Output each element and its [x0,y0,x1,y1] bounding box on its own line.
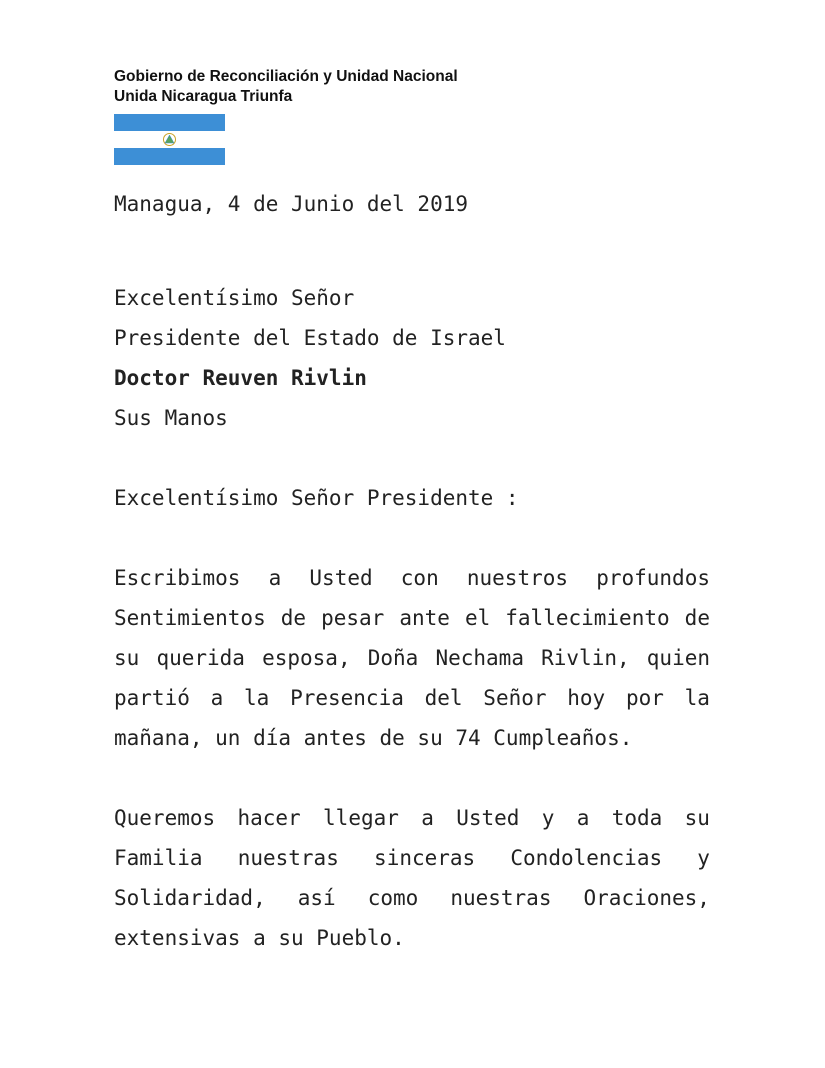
word: del [424,686,463,710]
nicaragua-flag-icon [114,114,225,165]
word: llegar [323,806,399,830]
word: Usted [309,566,373,590]
word: fallecimiento [505,606,670,630]
word: Presencia [290,686,404,710]
recipient-address [114,278,710,438]
recipient-title: Presidente del Estado de Israel [114,326,506,350]
paragraph-line: extensivas a su Pueblo. [114,926,405,950]
word: Oraciones, [583,886,710,910]
word: su [114,646,140,670]
word: de [280,606,307,630]
paragraph-line [114,638,710,678]
letter-salutation: Excelentísimo Señor Presidente : [114,486,519,510]
letter-date: Managua, 4 de Junio del 2019 [114,192,469,216]
word: con [400,566,439,590]
word: Rivlin, [541,646,630,670]
paragraph-line [114,838,710,878]
letterhead [114,67,458,107]
word: a [268,566,282,590]
word: Usted [456,806,520,830]
word: de [684,606,710,630]
word: a [210,686,224,710]
word: por [625,686,664,710]
word: a [421,806,434,830]
letterhead-government-name: Gobierno de Reconciliación y Unidad Nacional [114,68,458,85]
word: Familia [114,846,203,870]
word: Señor [483,686,547,710]
recipient-name: Doctor Reuven Rivlin [114,366,367,390]
word: hacer [237,806,301,830]
word: como [367,886,419,910]
word: nuestras [450,886,552,910]
paragraph-line [114,878,710,918]
paragraph-line [114,598,710,638]
body-paragraph-solidarity [114,798,710,958]
paragraph-line: mañana, un día antes de su 74 Cumpleaños. [114,726,633,750]
word: así [297,886,336,910]
word: Solidaridad, [114,886,266,910]
word: profundos [596,566,710,590]
body-paragraph-condolence [114,558,710,758]
word: Escribimos [114,566,241,590]
recipient-delivery-note: Sus Manos [114,406,228,430]
word: y [541,806,555,830]
word: Queremos [114,806,216,830]
paragraph-line [114,558,710,598]
recipient-honorific: Excelentísimo Señor [114,286,355,310]
word: la [684,686,710,710]
word: la [244,686,270,710]
word: esposa, [262,646,351,670]
word: ante [399,606,450,630]
word: el [464,606,491,630]
word: su [684,806,710,830]
word: Condolencias [510,846,663,870]
word: hoy [567,686,606,710]
word: nuestras [237,846,339,870]
word: partió [114,686,190,710]
word: Doña [367,646,419,670]
word: a [576,806,590,830]
word: y [697,846,710,870]
word: nuestros [466,566,569,590]
word: querida [156,646,245,670]
word: quien [646,646,710,670]
word: toda [611,806,663,830]
word: Sentimientos [114,606,266,630]
paragraph-line [114,798,710,838]
word: pesar [321,606,385,630]
word: Nechama [435,646,524,670]
paragraph-line [114,678,710,718]
word: sinceras [374,846,476,870]
letterhead-slogan: Unida Nicaragua Triunfa [114,88,293,105]
